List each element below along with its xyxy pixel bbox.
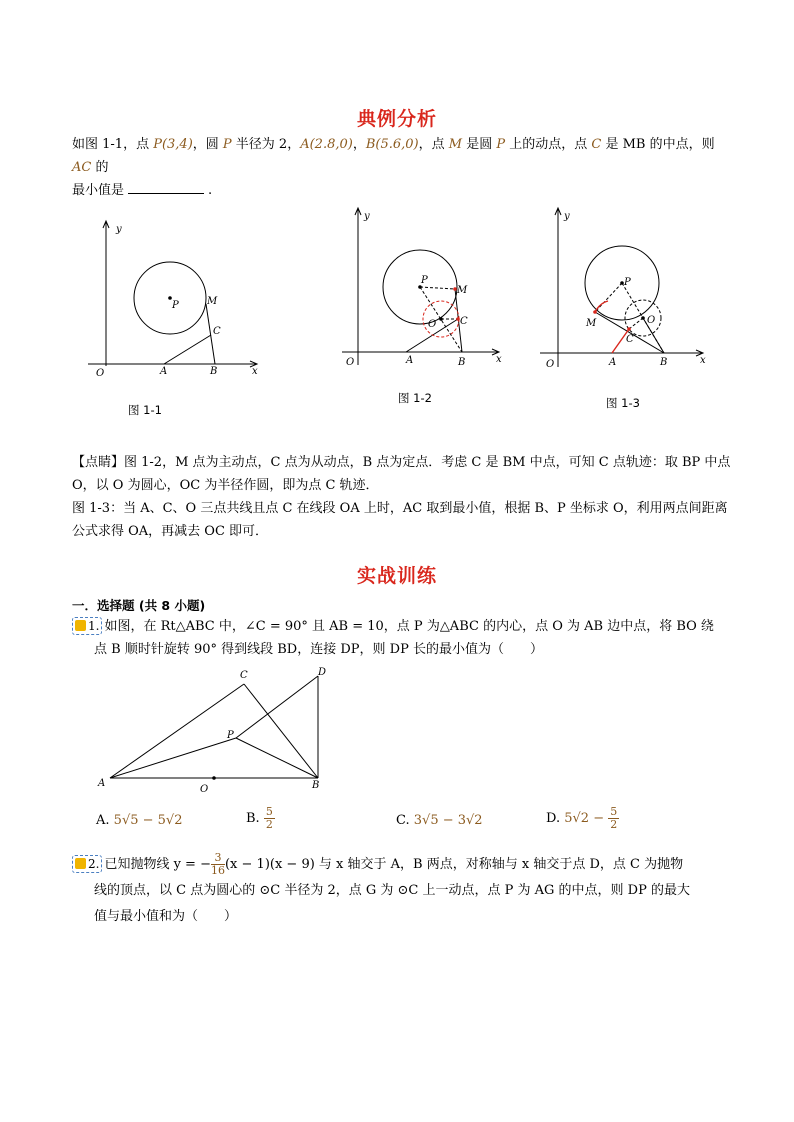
label-m: M: [457, 285, 468, 296]
denominator: 2: [610, 818, 618, 831]
label-a: A: [609, 357, 617, 368]
choice-c[interactable]: [396, 813, 483, 828]
answer-blank[interactable]: [128, 181, 204, 194]
var: AC: [72, 160, 92, 175]
choice-label: B.: [246, 811, 260, 826]
choice-a[interactable]: [96, 813, 182, 828]
example-line-2: [72, 179, 732, 202]
label-p: P: [624, 277, 631, 288]
fraction: [264, 806, 275, 831]
question-1-line-1: [72, 615, 732, 638]
label-x: x: [252, 366, 258, 377]
var: P: [496, 137, 506, 152]
label-p: P: [172, 300, 179, 311]
choice-text: 3√5 − 3√2: [413, 813, 483, 828]
text: (x − 1)(x − 9) 与 x 轴交于 A，B 两点，对称轴与 x 轴交于点 D，点 C 为抛物: [224, 857, 684, 872]
segment-pb: [236, 738, 318, 778]
example-line-1: [72, 133, 732, 179]
text: 如图，在 Rt△ABC 中，∠C = 90° 且 AB = 10，点 P 为△ABC 的内心，点 O 为 AB 边中点，将 BO 绕: [104, 619, 714, 634]
hint-paragraph: [72, 451, 732, 543]
text: 半径为 2，: [231, 137, 301, 152]
label-b: B: [660, 357, 668, 368]
point-p: P(3,4): [153, 137, 193, 152]
label-c: C: [626, 334, 634, 345]
label-o: O: [546, 359, 555, 370]
segment-pm-dashed: [420, 287, 455, 289]
label-x: x: [700, 355, 706, 366]
label-c: C: [213, 326, 221, 337]
caption-fig-1-2: 图 1-2: [398, 391, 432, 405]
point-a: A(2.8,0): [300, 137, 353, 152]
choice-label: A.: [96, 813, 110, 828]
label-a: A: [98, 778, 106, 789]
label-o: O: [346, 357, 355, 368]
segment-cb: [244, 684, 318, 778]
label-a: A: [160, 366, 168, 377]
point-b: B(5.6,0): [365, 137, 419, 152]
question-2-line-3: 值与最小值和为（ ）: [94, 909, 238, 924]
segment-ac: [110, 684, 244, 778]
var: C: [591, 137, 602, 152]
label-c: C: [460, 316, 468, 327]
label-x: x: [496, 354, 502, 365]
label-p: P: [421, 275, 428, 286]
question-number-badge[interactable]: [72, 855, 102, 873]
segment-ap: [110, 738, 236, 778]
text: 上的动点，点: [505, 137, 592, 152]
figure-1-2: [338, 205, 508, 375]
fraction: [211, 852, 225, 877]
label-b: B: [458, 357, 466, 368]
text: .: [208, 183, 213, 198]
choice-d[interactable]: [546, 806, 619, 831]
figure-q1: [96, 666, 336, 800]
point-o-dot: [439, 317, 443, 321]
hint-line-1: 【点睛】图 1-2，M 点为主动点，C 点为从动点，B 点为定点．考虑 C 是 BM 中点，可知 C 点轨迹：取 BP 中点: [72, 455, 731, 470]
choice-b[interactable]: [246, 806, 275, 831]
segment-pm-dashed: [595, 283, 622, 312]
caption-fig-1-1: 图 1-1: [128, 403, 162, 417]
question-1: [72, 615, 732, 661]
segment-ac: [164, 335, 211, 364]
label-d: D: [318, 667, 327, 678]
var: M: [448, 137, 463, 152]
question-1-line-2: 点 B 顺时针旋转 90° 得到线段 BD，连接 DP，则 DP 长的最小值为（ ）: [94, 642, 543, 657]
figure-1-1: [80, 218, 280, 388]
denominator: 16: [210, 864, 225, 877]
choice-label: C.: [396, 813, 410, 828]
point-m-dot: [593, 310, 597, 314]
question-icon: [75, 858, 86, 869]
label-m: M: [586, 318, 597, 329]
question-number: 2.: [88, 857, 100, 871]
numerator: 5: [265, 805, 273, 818]
text: 是 MB 的中点，则: [601, 137, 715, 152]
label-o: O: [96, 368, 105, 379]
question-2-line-1: [72, 852, 732, 878]
question-2: [72, 852, 732, 930]
choice-text: 5√5 − 5√2: [113, 813, 183, 828]
label-b: B: [312, 780, 320, 791]
text: ，: [352, 137, 366, 152]
point-o-dot: [641, 316, 645, 320]
segment-co-dashed: [629, 318, 643, 329]
question-number-badge[interactable]: [72, 617, 102, 635]
hint-line-2: O，以 O 为圆心，OC 为半径作圆，即为点 C 轨迹．: [72, 478, 379, 493]
text: ，点: [418, 137, 449, 152]
label-c: C: [240, 670, 248, 681]
section-heading: 一．选择题 (共 8 小题): [72, 598, 206, 613]
label-y: y: [564, 211, 570, 222]
figure-1-3: [538, 205, 718, 375]
label-a: A: [406, 355, 414, 366]
caption-fig-1-3: 图 1-3: [606, 396, 640, 410]
question-number: 1.: [88, 619, 100, 633]
text: 是圆: [462, 137, 497, 152]
label-y: y: [364, 211, 370, 222]
text: ，圆: [192, 137, 223, 152]
question-2-line-2: 线的顶点，以 C 点为圆心的 ⊙C 半径为 2，点 G 为 ⊙C 上一动点，点 P 为 AG 的中点，则 DP 的最大: [94, 883, 690, 898]
label-p: P: [227, 730, 234, 741]
segment-pd: [236, 676, 318, 738]
choice-label: D.: [546, 811, 561, 826]
numerator: 3: [211, 852, 225, 865]
point-o-dot: [212, 776, 216, 780]
text: 的: [91, 160, 109, 175]
example-problem: [72, 133, 732, 202]
point-c-dot: [627, 327, 631, 331]
hint-line-3: 图 1-3：当 A、C、O 三点共线且点 C 在线段 OA 上时，AC 取到最小值，根据 B、P 坐标求 O，利用两点间距离: [72, 501, 728, 516]
label-o-center: O: [428, 319, 437, 330]
hint-line-4: 公式求得 OA，再减去 OC 即可．: [72, 524, 269, 539]
var: P: [222, 137, 232, 152]
denominator: 2: [265, 818, 273, 831]
label-o: O: [200, 784, 209, 795]
label-y: y: [116, 224, 122, 235]
label-o-center: O: [647, 315, 656, 326]
question-icon: [75, 620, 86, 631]
section-title-example: 典例分析: [356, 108, 437, 130]
choice-text: 5√2 −: [564, 811, 605, 826]
label-b: B: [210, 366, 218, 377]
section-title-practice: 实战训练: [356, 565, 437, 587]
numerator: 5: [610, 805, 618, 818]
text: 最小值是: [72, 183, 125, 198]
label-m: M: [207, 296, 218, 307]
text: 如图 1-1，点: [72, 137, 154, 152]
fraction: [608, 806, 619, 831]
text: 已知抛物线 y = −: [104, 857, 211, 872]
